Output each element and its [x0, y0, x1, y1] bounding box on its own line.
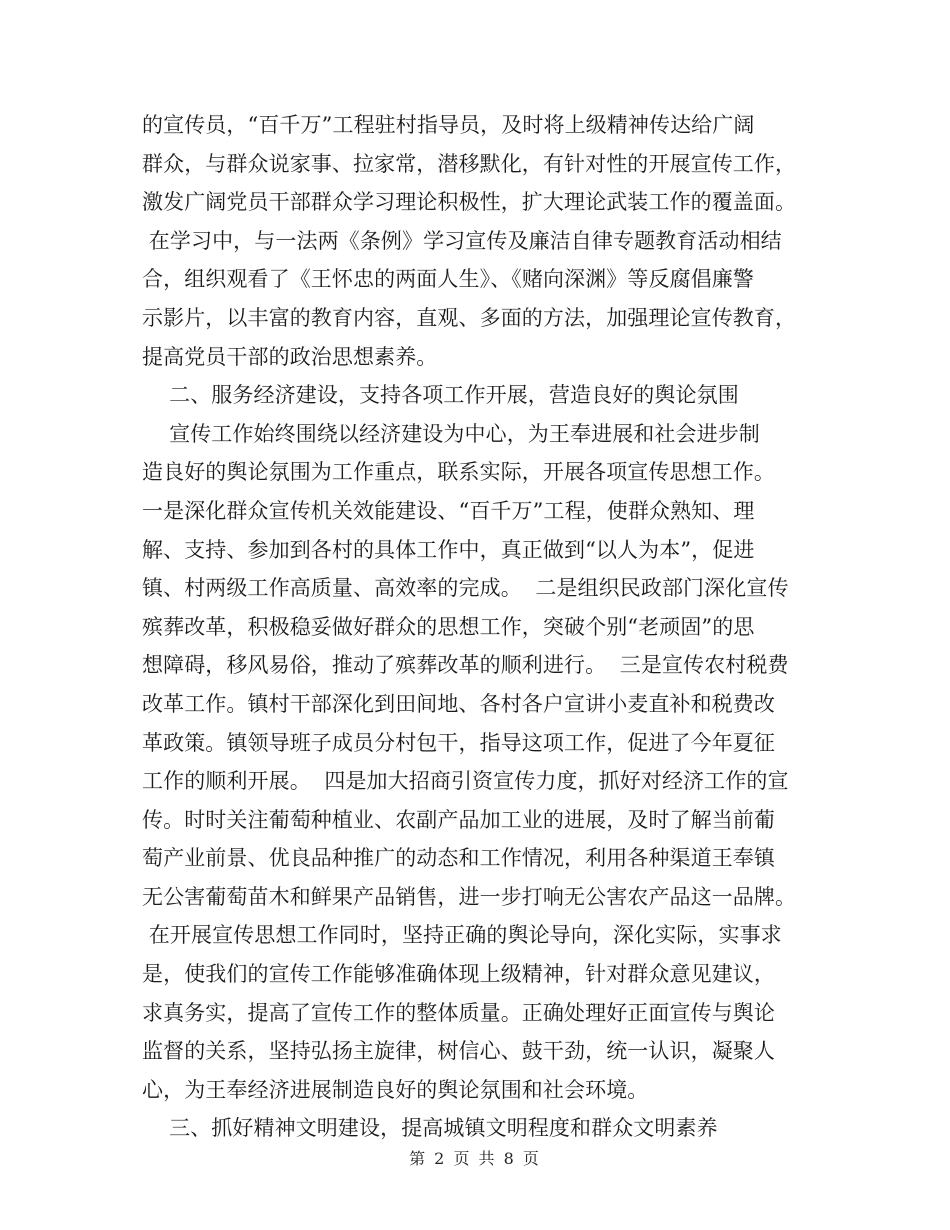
text-line: 造良好的舆论氛围为工作重点，联系实际，开展各项宣传思想工作。 [142, 460, 775, 485]
text-line: 殡葬改革，积极稳妥做好群众的思想工作，突破个别“老顽固”的思 [142, 614, 755, 639]
document-body [142, 106, 822, 1148]
text-line: 传。时时关注葡萄种植业、农副产品加工业的进展，及时了解当前葡 [142, 807, 775, 832]
text-line: 三、抓好精神文明建设，提高城镇文明程度和群众文明素养 [142, 1116, 718, 1141]
text-line: 示影片，以丰富的教育内容，直观、多面的方法，加强理论宣传教育， [142, 305, 797, 330]
text-line: 二、服务经济建设，支持各项工作开展，营造良好的舆论氛围 [142, 383, 739, 408]
text-line: 一是深化群众宣传机关效能建设、“百千万”工程，使群众熟知、理 [142, 498, 755, 523]
text-line: 的宣传员，“百千万”工程驻村指导员，及时将上级精神传达给广阔 [142, 113, 755, 137]
text-line: 求真务实，提高了宣传工作的整体质量。正确处理好正面宣传与舆论 [142, 1000, 775, 1025]
text-line: 提高党员干部的政治思想素养。 [142, 344, 438, 369]
page-number-footer: 第 2 页 共 8 页 [409, 1149, 541, 1168]
text-line: 改革工作。镇村干部深化到田间地、各村各户宣讲小麦直补和税费改 [142, 691, 775, 716]
text-line: 解、支持、参加到各村的具体工作中，真正做到“以人为本”，促进 [142, 537, 755, 562]
text-line: 在开展宣传思想工作同时，坚持正确的舆论导向，深化实际，实事求 [142, 923, 782, 948]
text-line: 无公害葡萄苗木和鲜果产品销售，进一步打响无公害农产品这一品牌。 [142, 884, 797, 909]
text-line: 心，为王奉经济进展制造良好的舆论氛围和社会环境。 [142, 1077, 649, 1102]
text-line: 萄产业前景、优良品种推广的动态和工作情况，利用各种渠道王奉镇 [142, 846, 775, 871]
text-line: 想障碍，移风易俗，推动了殡葬改革的顺利进行。 三是宣传农村税费 [142, 653, 789, 678]
text-line: 群众，与群众说家事、拉家常，潜移默化，有针对性的开展宣传工作， [142, 151, 797, 176]
text-line: 革政策。镇领导班子成员分村包干，指导这项工作，促进了今年夏征 [142, 730, 775, 755]
text-line: 合，组织观看了《王怀忠的两面人生》、《赌向深渊》等反腐倡廉警 [142, 267, 754, 292]
text-line: 监督的关系，坚持弘扬主旋律，树信心、鼓干劲，统一认识，凝聚人 [142, 1039, 775, 1064]
text-line: 是，使我们的宣传工作能够准确体现上级精神，针对群众意见建议， [142, 962, 775, 987]
text-line: 宣传工作始终围绕以经济建设为中心，为王奉进展和社会进步制 [142, 421, 760, 446]
text-line: 工作的顺利开展。 四是加大招商引资宣传力度，抓好对经济工作的宣 [142, 769, 789, 794]
text-line: 激发广阔党员干部群众学习理论积极性，扩大理论武装工作的覆盖面。 [142, 190, 797, 215]
text-line: 在学习中，与一法两《条例》学习宣传及廉洁自律专题教育活动相结 [142, 228, 782, 253]
text-line: 镇、村两级工作高质量、高效率的完成。 二是组织民政部门深化宣传 [142, 576, 789, 601]
